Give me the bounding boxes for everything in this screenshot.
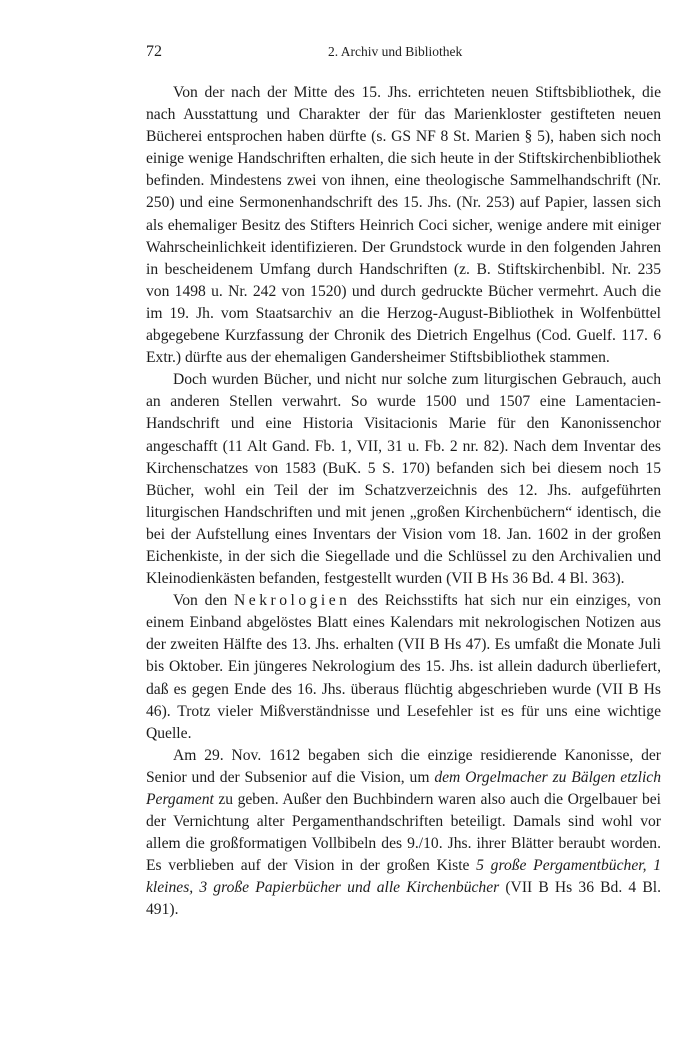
running-head: 2. Archiv und Bibliothek <box>328 44 463 59</box>
paragraph-books: Doch wurden Bücher, und nicht nur solche zum liturgischen Gebrauch, auch an anderen Stellen verwahrt. So wurde 1500 und 1507 eine Lamentacien-Handschrift und eine Historia Visitacionis Marie für den Kanonissenchor angeschafft (11 Alt Gand. Fb. 1, VII, 31 u. Fb. 2 nr. 82). Nach dem Inventar des Kirchenschatzes von 1583 (BuK. 5 S. 170) befanden sich bei diesem noch 15 Bücher, wohl ein Teil der im Schatzverzeichnis des 12. Jhs. aufgeführten liturgischen Handschriften und mit jenen „großen Kirchenbüchern“ identisch, die bei der Aufstellung eines Inventars der Vision vom 18. Jan. 1602 in der großen Eichenkiste, in der sich die Siegellade und die Schlüssel zu den Archivalien und Kleinodienkästen befanden, festgestellt wurden (VII B Hs 36 Bd. 4 Bl. 363). <box>146 371 661 588</box>
organ-text-3: (VII B Hs 36 Bd. 4 Bl. 491). <box>146 879 661 919</box>
page-number: 72 <box>146 43 162 60</box>
paragraph-organ-builders <box>146 745 661 922</box>
page-header <box>146 43 660 65</box>
necrology-body: des Reichsstifts hat sich nur ein einziges, von einem Einband abgelöstes Blatt eines Kalendars mit nekrologischen Notizen aus der zweiten Hälfte des 13. Jhs. erhalten (VII B Hs 47). Es umfaßt die Monate Juli bis Oktober. Ein jüngeres Nekrologium des 15. Jhs. ist allein dadurch überliefert, daß es gegen Ende des 16. Jhs. überaus flüchtig abgeschrieben wurde (VII B Hs 46). Trotz vieler Mißverständnisse und Lesefehler ist es für uns eine wichtige Quelle. <box>146 592 661 742</box>
organ-quote-2: 5 große Pergamentbücher, 1 kleines, 3 große Papierbücher und alle Kirchenbücher <box>146 857 661 897</box>
necrology-intro: Von den <box>173 592 235 610</box>
necrology-term: Nekrologien <box>234 592 351 610</box>
paragraph-library: Von der nach der Mitte des 15. Jhs. errichteten neuen Stiftsbibliothek, die nach Ausstattung und Charakter der für das Marienkloster gestifteten neuen Bücherei entsprochen haben dürfte (s. GS NF 8 St. Marien § 5), haben sich noch einige wenige Handschriften erhalten, die sich heute in der Stiftskirchenbibliothek befinden. Mindestens zwei von ihnen, eine theologische Sammelhandschrift (Nr. 250) und eine Sermonenhandschrift des 15. Jhs. (Nr. 253) auf Papier, lassen sich als ehemaliger Besitz des Stifters Heinrich Coci sicher, wenige andere mit einiger Wahrscheinlichkeit identifizieren. Der Grundstock wurde in den folgenden Jahren in bescheidenem Umfang durch Handschriften (z. B. Stiftskirchenbibl. Nr. 235 von 1498 u. Nr. 242 von 1520) und durch gedruckte Bücher vermehrt. Auch die im 19. Jh. vom Staatsarchiv an die Herzog-August-Bibliothek in Wolfenbüttel abgegebene Kurzfassung der Chronik des Dietrich Engelhus (Cod. Guelf. 117. 6 Extr.) dürfte aus der ehemaligen Gandersheimer Stiftsbibliothek stammen. <box>146 84 661 367</box>
paragraph-necrologies <box>146 590 661 745</box>
body-text <box>146 82 661 922</box>
organ-text-1: Am 29. Nov. 1612 begaben sich die einzige residierende Kanonisse, der Senior und der Subsenior auf die Vision, um <box>146 746 661 786</box>
organ-quote-1: dem Orgelmacher zu Bälgen etzlich Pergament <box>146 768 662 808</box>
organ-text-2: zu geben. Außer den Buchbindern waren also auch die Orgelbauer bei der Vernichtung alter Pergamenthandschriften beteiligt. Damals sind wohl vor allem die großformatigen Vollbibeln des 9./10. Jhs. ihrer Blätter beraubt worden. Es verblieben auf der Vision in der großen Kiste <box>146 791 661 875</box>
